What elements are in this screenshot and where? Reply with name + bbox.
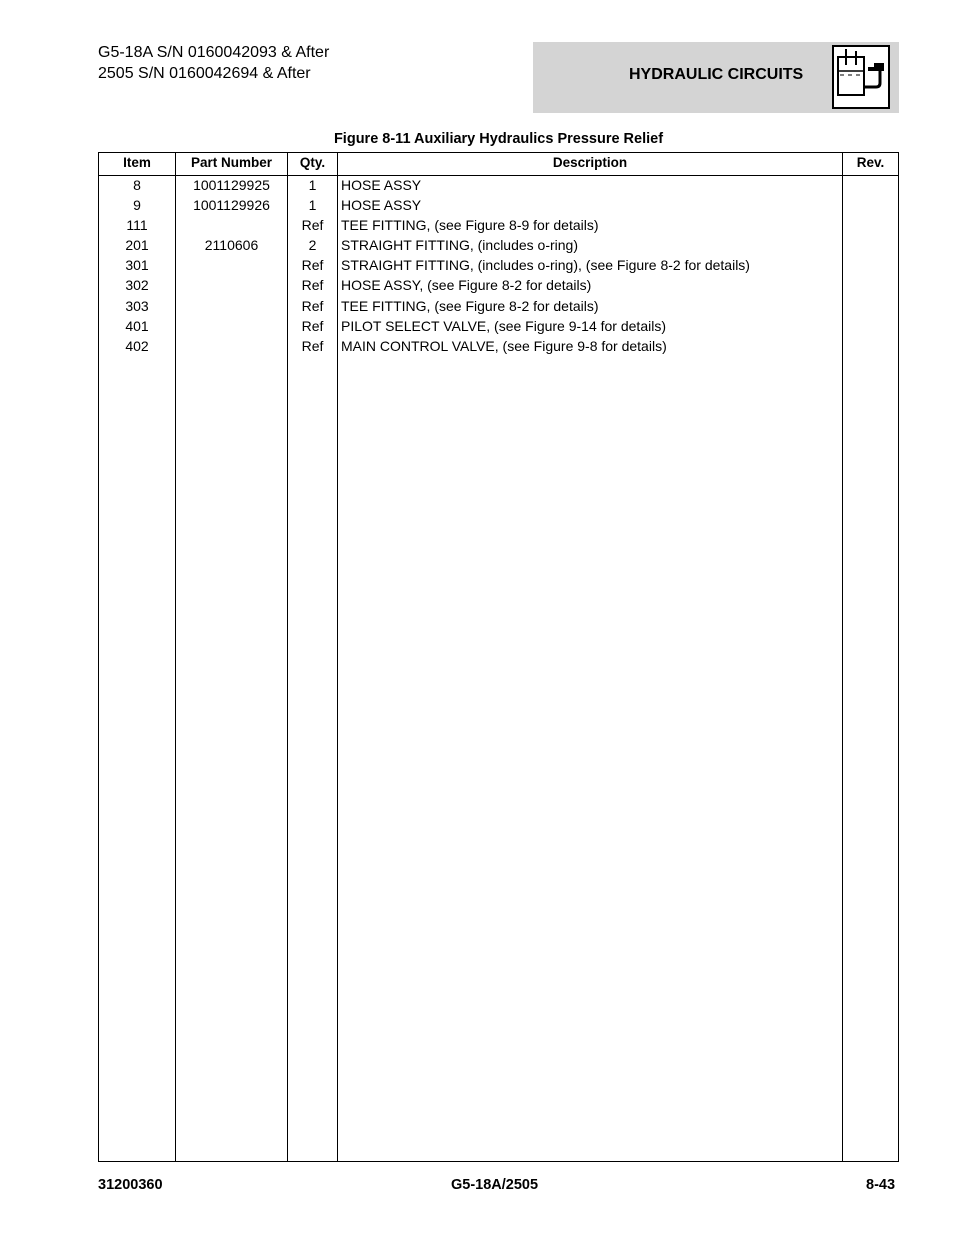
table-row [99, 255, 898, 275]
section-title: HYDRAULIC CIRCUITS [629, 66, 804, 83]
description-cell: TEE FITTING, (see Figure 8-9 for details) [341, 217, 599, 233]
description-cell: TEE FITTING, (see Figure 8-2 for details) [341, 298, 599, 314]
description-cell: HOSE ASSY [341, 197, 422, 213]
qty-cell: 2 [308, 237, 317, 253]
qty-cell: Ref [301, 257, 324, 273]
figure-title: Figure 8-11 Auxiliary Hydraulics Pressure Relief [333, 131, 664, 147]
table-row [99, 296, 898, 316]
table-row [99, 175, 898, 195]
parts-table [98, 152, 899, 1162]
item-cell: 402 [125, 338, 149, 354]
hydraulic-reservoir-icon [832, 45, 890, 109]
table-row [99, 215, 898, 235]
item-cell: 302 [125, 277, 149, 293]
serial-line-2: 2505 S/N 0160042694 & After [98, 65, 311, 82]
description-cell: PILOT SELECT VALVE, (see Figure 9-14 for details) [341, 318, 666, 334]
item-cell: 301 [125, 257, 149, 273]
item-cell: 201 [125, 237, 149, 253]
footer-doc-number: 31200360 [98, 1177, 163, 1193]
qty-cell: Ref [301, 277, 324, 293]
item-cell: 303 [125, 298, 149, 314]
footer-model: G5-18A/2505 [451, 1177, 539, 1193]
header-description: Description [552, 155, 628, 170]
description-cell: STRAIGHT FITTING, (includes o-ring) [341, 237, 579, 253]
qty-cell: Ref [301, 338, 324, 354]
description-cell: STRAIGHT FITTING, (includes o-ring), (see Figure 8-2 for details) [341, 257, 750, 273]
item-cell: 401 [125, 318, 149, 334]
qty-cell: Ref [301, 318, 324, 334]
part-number-cell: 2110606 [204, 237, 259, 253]
header-item: Item [123, 155, 151, 170]
part-number-cell: 1001129925 [193, 177, 270, 193]
qty-cell: Ref [301, 217, 324, 233]
part-number-cell: 1001129926 [193, 197, 270, 213]
table-row [99, 235, 898, 255]
item-cell: 111 [126, 217, 148, 233]
qty-cell: 1 [308, 197, 317, 213]
table-row [99, 195, 898, 215]
serial-info [98, 42, 329, 84]
table-row [99, 336, 898, 356]
table-row [99, 275, 898, 295]
section-header [533, 42, 899, 113]
qty-cell: Ref [301, 298, 324, 314]
item-cell: 8 [133, 177, 141, 193]
item-cell: 9 [133, 197, 141, 213]
qty-cell: 1 [308, 177, 317, 193]
header-rev: Rev. [856, 155, 885, 170]
description-cell: HOSE ASSY [341, 177, 422, 193]
table-row [99, 316, 898, 336]
header-qty: Qty. [299, 155, 326, 170]
serial-line-1: G5-18A S/N 0160042093 & After [98, 44, 330, 61]
footer-page-number: 8-43 [866, 1177, 896, 1193]
description-cell: HOSE ASSY, (see Figure 8-2 for details) [341, 277, 592, 293]
description-cell: MAIN CONTROL VALVE, (see Figure 9-8 for details) [341, 338, 667, 354]
header-part-number: Part Number [190, 155, 273, 170]
